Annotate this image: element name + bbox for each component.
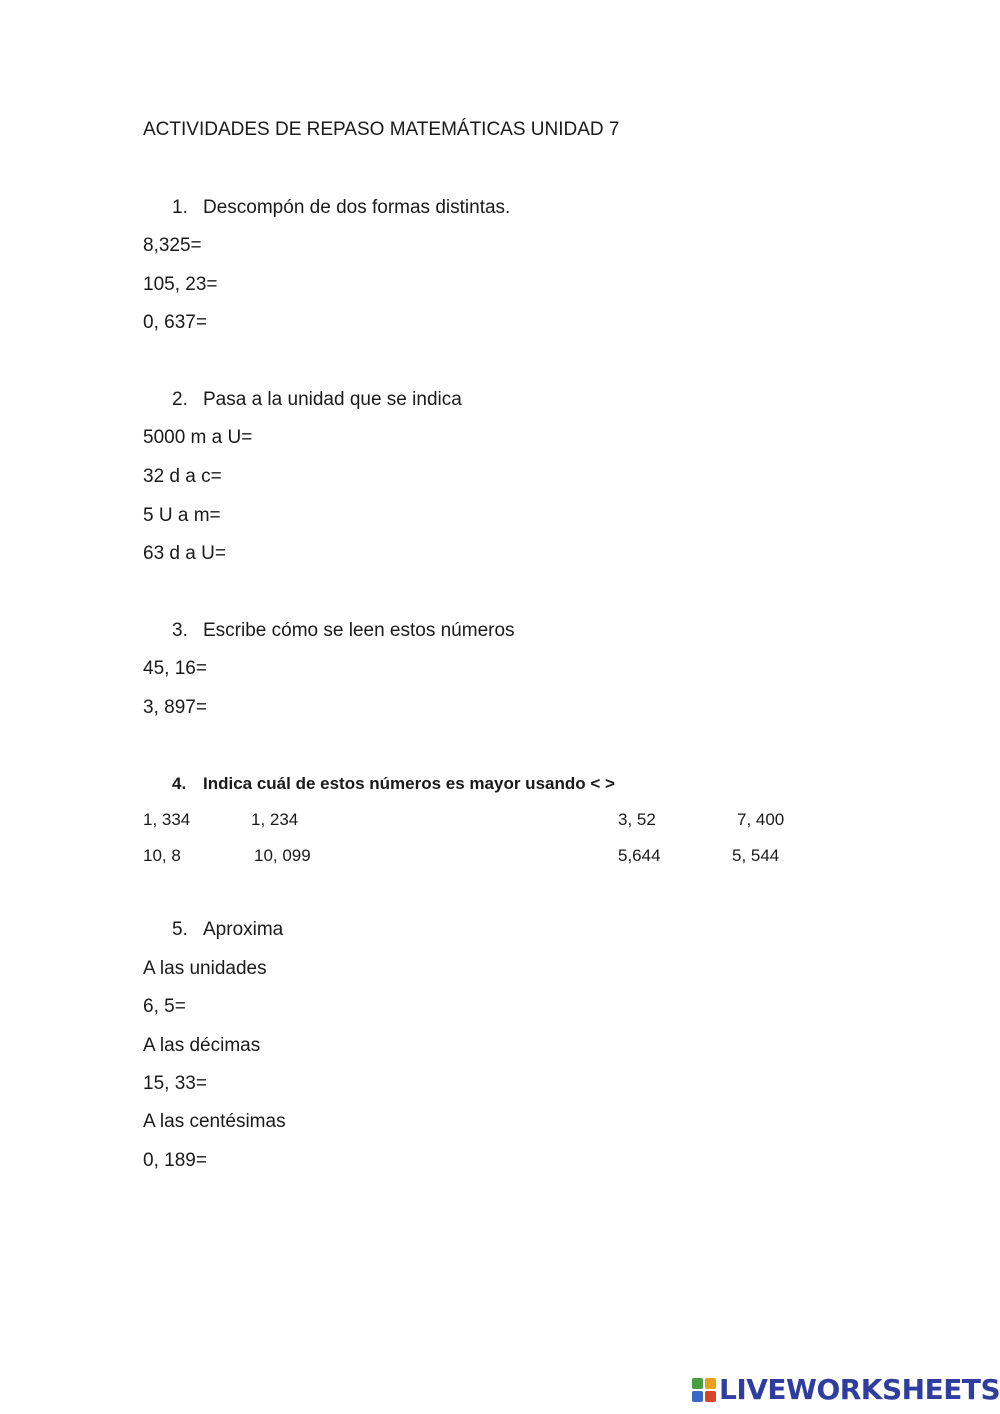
q3-item-2: 3, 897= — [143, 697, 207, 718]
worksheet-title: ACTIVIDADES DE REPASO MATEMÁTICAS UNIDAD 7 — [143, 119, 620, 140]
q4-row2-a: 10, 8 — [143, 846, 181, 865]
question-2-heading — [172, 389, 462, 411]
logo-square-2 — [705, 1378, 716, 1389]
q4-row1-d: 7, 400 — [737, 810, 785, 829]
q2-item-4: 63 d a U= — [143, 543, 226, 564]
question-3-text: Escribe cómo se leen estos números — [203, 620, 515, 641]
question-4-text: Indica cuál de estos números es mayor usando < > — [203, 774, 615, 793]
question-2-text: Pasa a la unidad que se indica — [203, 389, 462, 410]
question-4-heading — [172, 773, 615, 795]
question-1-text: Descompón de dos formas distintas. — [203, 197, 511, 218]
liveworksheets-wordmark: LIVEWORKSHEETS — [719, 1373, 1000, 1406]
question-4-number: 4. — [172, 774, 187, 793]
logo-square-3 — [692, 1391, 703, 1402]
question-1-number: 1. — [172, 197, 188, 218]
q4-row2-b: 10, 099 — [254, 846, 311, 865]
q5-item-5: A las centésimas — [143, 1111, 286, 1132]
q5-item-3: A las décimas — [143, 1035, 261, 1056]
q5-item-1: A las unidades — [143, 958, 267, 979]
liveworksheets-brand — [692, 1374, 1000, 1406]
q1-item-2: 105, 23= — [143, 274, 218, 295]
liveworksheets-logo-icon — [692, 1378, 716, 1402]
q4-row1-a: 1, 334 — [143, 810, 191, 829]
q4-row2-d: 5, 544 — [732, 846, 780, 865]
q4-row1-b: 1, 234 — [251, 810, 299, 829]
question-2-number: 2. — [172, 389, 188, 410]
q3-item-1: 45, 16= — [143, 658, 207, 679]
q2-item-1: 5000 m a U= — [143, 427, 253, 448]
q2-item-3: 5 U a m= — [143, 505, 221, 526]
question-5-text: Aproxima — [203, 919, 284, 940]
logo-square-1 — [692, 1378, 703, 1389]
question-5-number: 5. — [172, 919, 188, 940]
logo-square-4 — [705, 1391, 716, 1402]
q5-item-4: 15, 33= — [143, 1073, 207, 1094]
question-3-number: 3. — [172, 620, 188, 641]
q1-item-1: 8,325= — [143, 235, 202, 256]
question-3-heading — [172, 620, 515, 642]
q2-item-2: 32 d a c= — [143, 466, 222, 487]
q4-row2-c: 5,644 — [618, 846, 661, 865]
q4-row1-c: 3, 52 — [618, 810, 656, 829]
question-5-heading — [172, 919, 283, 941]
question-1-heading — [172, 197, 510, 219]
q1-item-3: 0, 637= — [143, 312, 207, 333]
q5-item-6: 0, 189= — [143, 1150, 207, 1171]
q5-item-2: 6, 5= — [143, 996, 186, 1017]
